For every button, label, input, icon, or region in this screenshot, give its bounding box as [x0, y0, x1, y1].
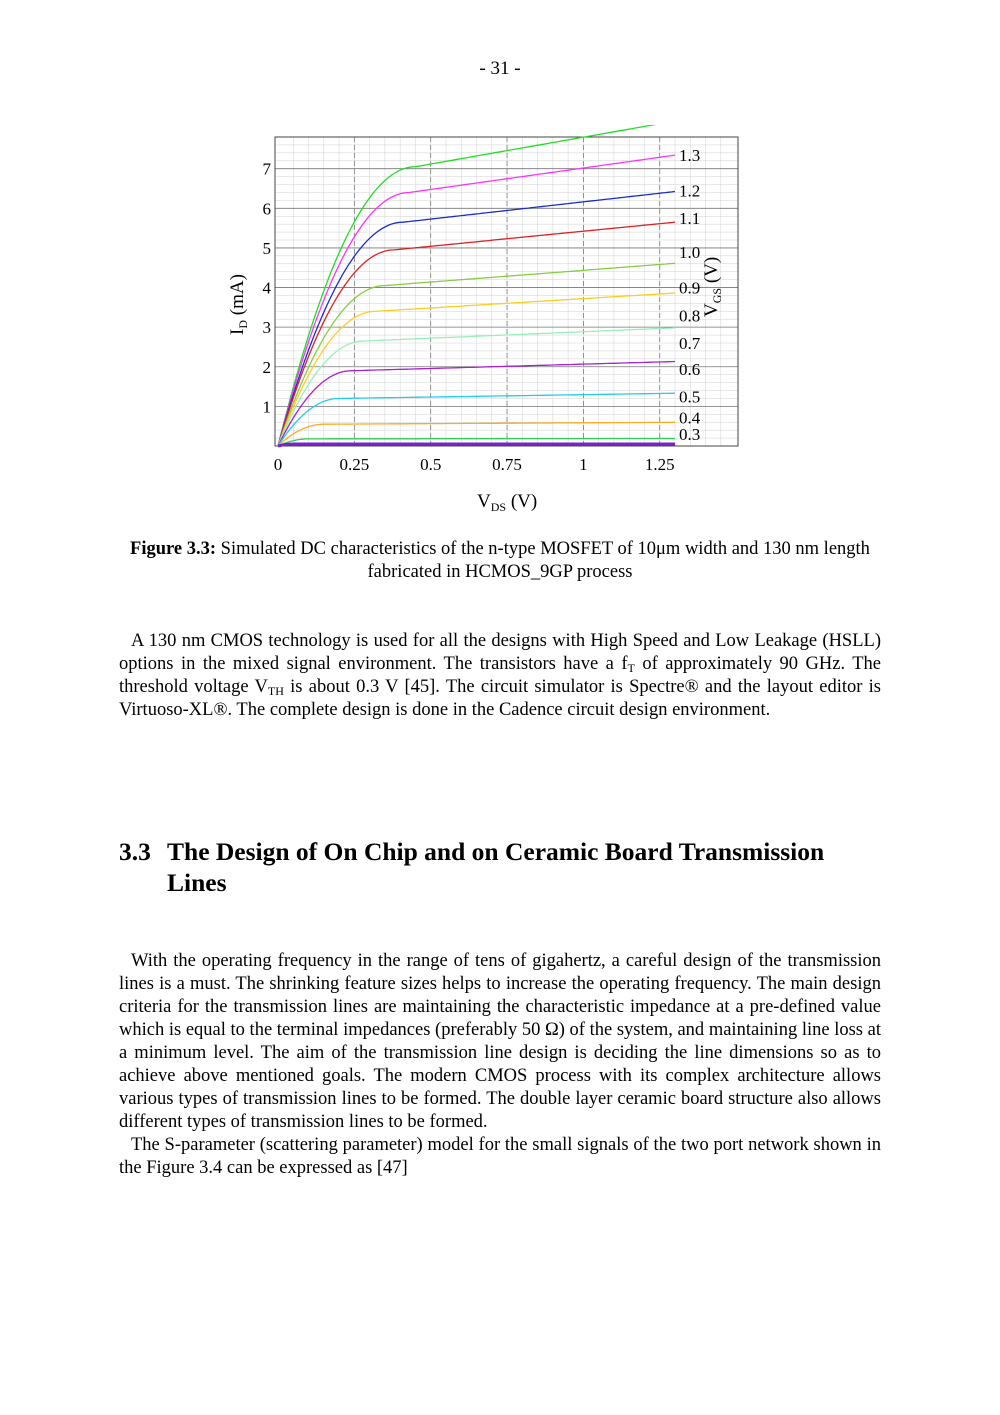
x-tick-label: 1.25 — [644, 455, 675, 474]
body-paragraph-1: A 130 nm CMOS technology is used for all the designs with High Speed and Low Leakage (HSLL) options in the mixed signal environment. The transistors have a $f_T$ of approximately 90 GHz. The threshold voltage $V_{TH}$ is about 0.3 V [45]. The circuit simulator is Spectre® and the layout editor is Virtuoso-XL®. The complete design is done in the Cadence circuit design environment. — [119, 631, 881, 720]
y-tick-label: 1 — [262, 397, 271, 417]
paragraph-transmission-lines: With the operating frequency in the range of tens of gigahertz, a careful design of the transmission lines is a must. The shrinking feature sizes helps to increase the operating frequency. The main design criteria for the transmission lines are maintaining the characteristic impedance at a pre-defined value which is equal to the terminal impedances (preferably 50 Ω) of the system, and maintaining line loss at a minimum level. The aim of the transmission line design is deciding the line dimensions so as to achieve above mentioned goals. The modern CMOS process with its complex architecture allows various types of transmission lines to be formed. The double layer ceramic board structure also allows different types of transmission lines to be formed. — [119, 951, 881, 1132]
x-tick-label: 0.5 — [420, 455, 442, 474]
series-label: 0.4 — [679, 408, 701, 428]
y-axis-label: $I_D$ (mA) — [227, 274, 250, 335]
series-label: 0.5 — [679, 387, 701, 407]
page-number: - 31 - — [479, 58, 521, 79]
y-tick-label: 4 — [262, 278, 271, 298]
plot-frame — [275, 137, 738, 446]
x-tick-label: 0.25 — [339, 455, 370, 474]
y-tick-label: 7 — [262, 159, 271, 179]
axis-ticks — [263, 160, 675, 474]
series-label: 1.2 — [679, 181, 701, 201]
series-label: 0.9 — [679, 278, 701, 298]
series-label: 0.6 — [679, 359, 701, 379]
section-number: 3.3 — [119, 837, 151, 866]
x-axis-label: $V_{DS}$ (V) — [477, 491, 538, 514]
x-tick-label: 1 — [579, 455, 588, 474]
y-tick-label: 2 — [262, 357, 271, 377]
figure-label: Figure 3.3: — [130, 539, 217, 559]
paragraph-s-parameter: The S-parameter (scattering parameter) model for the small signals of the two port network shown in the Figure 3.4 can be expressed as [47] — [119, 1135, 881, 1178]
section-title: The Design of On Chip and on Ceramic Board Transmission Lines — [167, 837, 825, 897]
y-tick-label: 5 — [262, 238, 271, 258]
x-tick-label: 0.75 — [492, 455, 522, 474]
series-label: 1.1 — [679, 209, 701, 229]
series-label: 1.0 — [679, 242, 701, 262]
figure-caption — [119, 538, 881, 584]
series-label: 0.3 — [679, 425, 701, 445]
figure-caption-text: Simulated DC characteristics of the n-type MOSFET of 10μm width and 130 nm length fabricated in HCMOS_9GP process — [216, 539, 870, 582]
y-tick-label: 3 — [262, 318, 271, 338]
series-label: 0.7 — [679, 334, 701, 353]
y-tick-label: 6 — [262, 199, 271, 219]
chart-grid — [275, 137, 738, 446]
series-label: 0.8 — [679, 306, 701, 326]
iv-characteristics-chart — [205, 125, 765, 520]
x-tick-label: 0 — [273, 455, 283, 474]
section-heading — [119, 836, 889, 898]
legend-title: $V_{GS}$ (V) — [701, 256, 724, 317]
series-label: 1.3 — [679, 145, 701, 165]
series-labels — [679, 146, 701, 444]
body-paragraph-2 — [119, 950, 881, 1180]
